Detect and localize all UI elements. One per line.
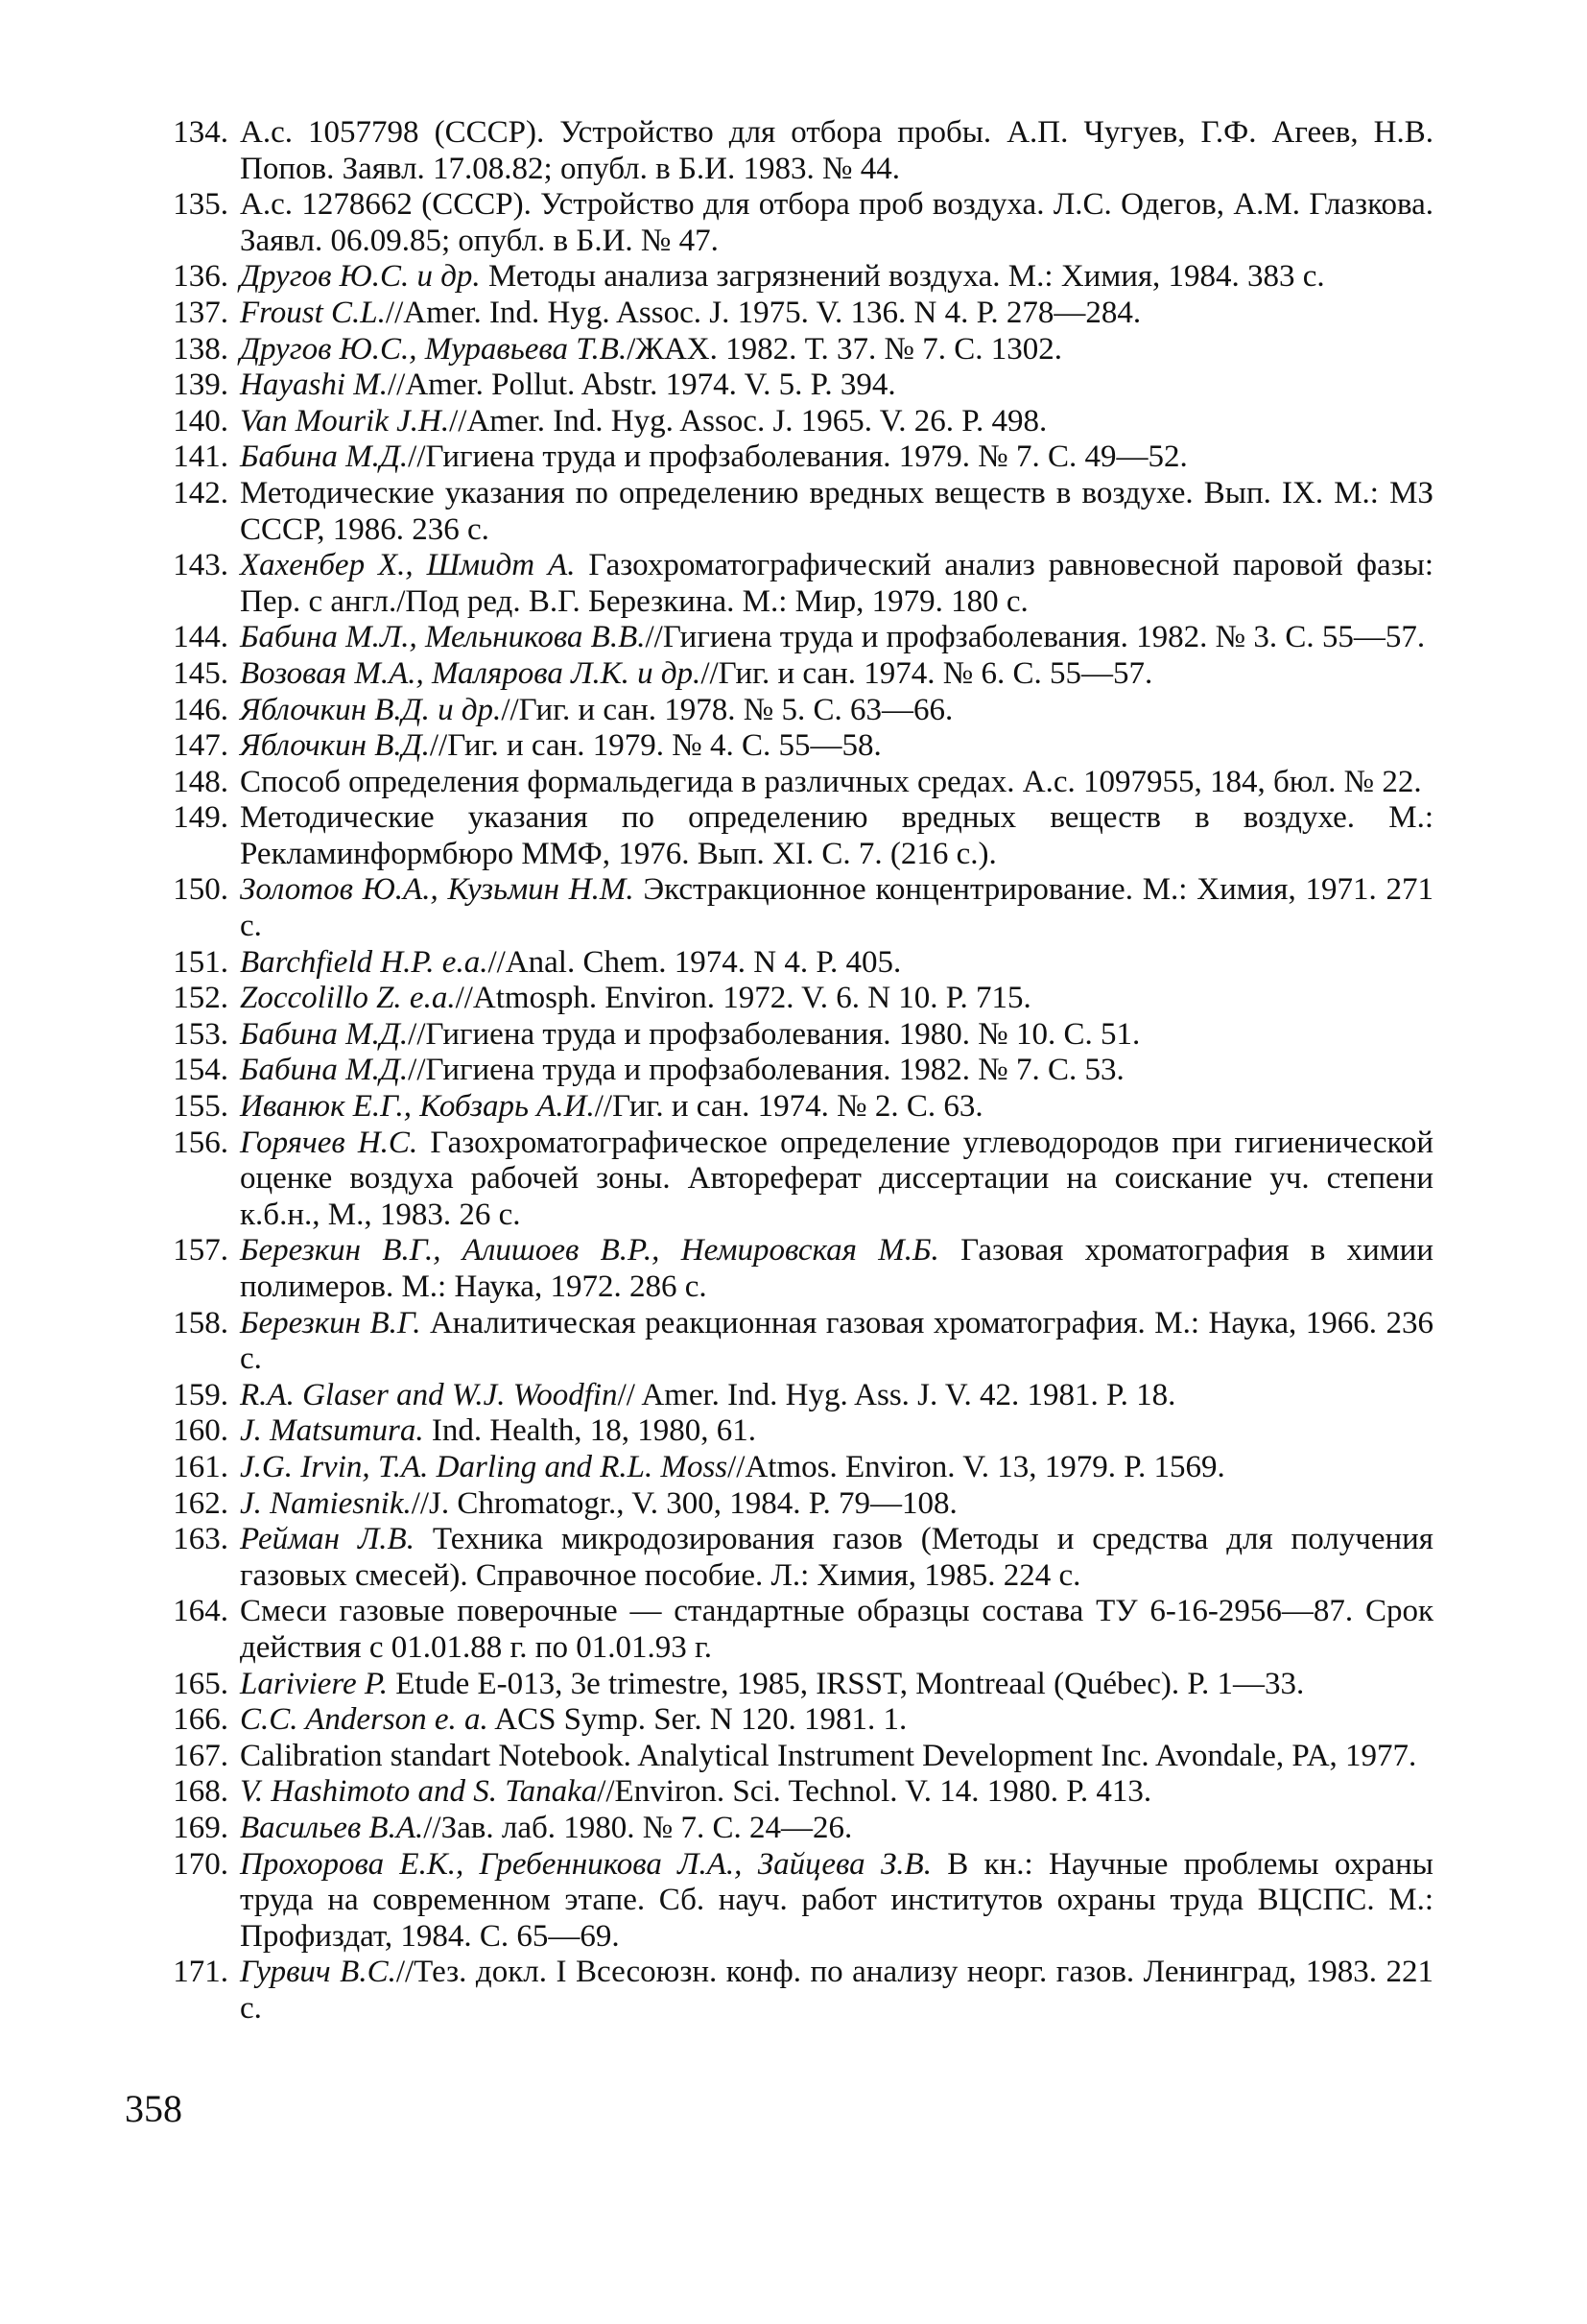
reference-text	[240, 1450, 1433, 1486]
reference-text	[240, 332, 1433, 368]
reference-number: 168.	[173, 1774, 228, 1810]
reference-details: //Гигиена труда и профзаболевания. 1979. № 7. С. 49—52.	[408, 439, 1188, 475]
reference-authors: Яблочкин В.Д.	[240, 728, 430, 764]
reference-text	[240, 1702, 1433, 1739]
reference-item	[173, 1305, 1433, 1378]
reference-number: 153.	[173, 1016, 228, 1052]
reference-authors: Рейман Л.В.	[240, 1522, 415, 1557]
reference-number: 142.	[173, 475, 228, 510]
reference-details: А.с. 1278662 (СССР). Устройство для отбора проб воздуха. Л.С. Одегов, А.М. Глазкова. Заявл. 06.09.85; опубл. в Б.И. № 47.	[240, 187, 1433, 258]
reference-authors: Васильев В.А.	[240, 1810, 424, 1845]
reference-details: Calibration standart Notebook. Analytical Instrument Development Inc. Avondale, PA, 1977.	[240, 1738, 1417, 1773]
reference-authors: Другов Ю.С. и др.	[240, 259, 481, 295]
reference-number: 135.	[173, 187, 228, 223]
reference-details: Смеси газовые поверочные — стандартные образцы состава ТУ 6-16-2956—87. Срок действия с 01.01.88 г. по 01.01.93 г.	[240, 1594, 1433, 1665]
reference-details: //Anal. Chem. 1974. N 4. P. 405.	[487, 944, 902, 980]
reference-authors: Гурвич В.С.	[240, 1955, 396, 1990]
reference-details: // Amer. Ind. Hyg. Ass. J. V. 42. 1981. P. 18.	[617, 1377, 1176, 1412]
reference-number: 170.	[173, 1846, 228, 1882]
reference-text	[240, 1955, 1433, 2027]
reference-item	[173, 1774, 1433, 1811]
reference-number: 166.	[173, 1702, 228, 1738]
reference-number: 143.	[173, 548, 228, 583]
reference-authors: Березкин В.Г., Алишоев В.Р., Немировская М.Б.	[240, 1233, 939, 1269]
reference-number: 163.	[173, 1522, 228, 1557]
reference-authors: Яблочкин В.Д. и др.	[240, 692, 502, 727]
reference-text	[240, 115, 1433, 187]
reference-item	[173, 800, 1433, 872]
reference-number: 151.	[173, 944, 228, 980]
reference-item	[173, 764, 1433, 801]
reference-text	[240, 620, 1433, 656]
reference-list	[173, 115, 1434, 2027]
reference-text	[240, 981, 1433, 1017]
reference-authors: Прохорова Е.К., Гребенникова Л.А., Зайцева З.В.	[240, 1846, 932, 1882]
reference-text	[240, 1378, 1433, 1414]
reference-item	[173, 1377, 1433, 1414]
reference-text	[240, 296, 1433, 332]
reference-text	[240, 728, 1433, 765]
reference-number: 161.	[173, 1449, 228, 1484]
reference-details: //Гиг. и сан. 1979. № 4. С. 55—58.	[429, 728, 882, 764]
reference-item	[173, 1738, 1433, 1775]
reference-number: 141.	[173, 439, 228, 475]
reference-item	[173, 1485, 1433, 1523]
reference-authors: Froust C.L.	[240, 295, 386, 330]
reference-text	[240, 1522, 1433, 1594]
reference-number: 171.	[173, 1955, 228, 1990]
reference-item	[173, 981, 1433, 1017]
reference-number: 152.	[173, 981, 228, 1016]
reference-number: 156.	[173, 1125, 228, 1160]
reference-text	[240, 1486, 1433, 1523]
reference-item	[173, 475, 1433, 548]
reference-details: Методические указания по определению вредных веществ в воздухе. Вып. IX. М.: МЗ СССР, 1986. 236 с.	[240, 475, 1433, 547]
reference-details: Способ определения формальдегида в различных средах. А.с. 1097955, 184, бюл. № 22.	[240, 764, 1422, 799]
reference-item	[173, 620, 1433, 656]
reference-authors: V. Hashimoto and S. Tanaka	[240, 1774, 598, 1810]
reference-item	[173, 403, 1433, 440]
reference-item	[173, 944, 1433, 982]
reference-text	[240, 1017, 1433, 1054]
reference-details: //Гиг. и сан. 1974. № 6. С. 55—57.	[700, 655, 1153, 691]
reference-number: 169.	[173, 1810, 228, 1845]
reference-text	[240, 872, 1433, 944]
reference-details: Газохроматографический анализ равновесной паровой фазы: Пер. с англ./Под ред. В.Г. Березкина. М.: Мир, 1979. 180 с.	[240, 548, 1434, 619]
reference-number: 167.	[173, 1738, 228, 1773]
reference-number: 162.	[173, 1485, 228, 1521]
reference-authors: J.G. Irvin, T.A. Darling and R.L. Moss	[240, 1449, 728, 1484]
reference-details: //Гигиена труда и профзаболевания. 1982. № 7. С. 53.	[408, 1053, 1125, 1088]
reference-number: 145.	[173, 655, 228, 691]
reference-details: //Amer. Ind. Hyg. Assoc. J. 1975. V. 136. N 4. P. 278—284.	[385, 295, 1142, 330]
reference-number: 158.	[173, 1305, 228, 1340]
reference-authors: Возовая М.А., Малярова Л.К. и др.	[240, 655, 701, 691]
reference-number: 154.	[173, 1053, 228, 1088]
reference-details: Etude E-013, 3e trimestre, 1985, IRSST, Montreaal (Québec). P. 1—33.	[388, 1666, 1305, 1701]
reference-item	[173, 439, 1433, 476]
reference-text	[240, 1089, 1433, 1126]
reference-authors: J. Namiesnik.	[240, 1485, 412, 1521]
reference-text	[240, 1667, 1433, 1703]
reference-text	[240, 368, 1433, 404]
reference-authors: Хахенбер Х., Шмидт А.	[240, 548, 576, 583]
reference-text	[240, 187, 1433, 259]
reference-item	[173, 1810, 1433, 1847]
reference-item	[173, 259, 1433, 296]
reference-item	[173, 1413, 1433, 1450]
reference-authors: Другов Ю.С., Муравьева Т.В.	[240, 331, 628, 367]
reference-text	[240, 800, 1433, 872]
reference-details: //Atmos. Environ. V. 13, 1979. P. 1569.	[727, 1449, 1225, 1484]
reference-item	[173, 655, 1433, 693]
reference-details: //Amer. Pollut. Abstr. 1974. V. 5. P. 394.	[387, 368, 896, 403]
reference-details: Методические указания по определению вредных веществ в воздухе. М.: Рекламинформбюро ММФ, 1976. Вып. XI. С. 7. (216 с.).	[240, 800, 1433, 871]
reference-text	[240, 1847, 1433, 1956]
reference-details: Техника микродозирования газов (Методы и средства для получения газовых смесей). Справочное пособие. Л.: Химия, 1985. 224 с.	[240, 1522, 1433, 1593]
reference-details: Газохроматографическое определение углеводородов при гигиенической оценке воздуха рабочей зоны. Автореферат диссертации на соискание уч. степени к.б.н., М., 1983. 26 с.	[240, 1125, 1434, 1232]
reference-number: 157.	[173, 1233, 228, 1269]
reference-number: 136.	[173, 259, 228, 295]
reference-number: 165.	[173, 1666, 228, 1701]
reference-item	[173, 1449, 1433, 1486]
reference-authors: Lariviere P.	[240, 1666, 388, 1701]
reference-item	[173, 1955, 1433, 2027]
reference-number: 138.	[173, 331, 228, 367]
reference-number: 147.	[173, 728, 228, 764]
reference-number: 149.	[173, 800, 228, 836]
reference-text	[240, 1126, 1433, 1234]
reference-text	[240, 656, 1433, 693]
reference-details: //Тез. докл. I Всесоюзн. конф. по анализу неорг. газов. Ленинград, 1983. 221 с.	[240, 1955, 1433, 2026]
reference-authors: Barchfield H.P. e.a.	[240, 944, 488, 980]
reference-item	[173, 1846, 1433, 1956]
reference-item	[173, 1522, 1433, 1594]
reference-text	[240, 945, 1433, 982]
reference-details: /ЖАХ. 1982. Т. 37. № 7. С. 1302.	[627, 331, 1062, 367]
reference-text	[240, 1053, 1433, 1089]
reference-details: //Atmosph. Environ. 1972. V. 6. N 10. P. 715.	[455, 981, 1031, 1016]
reference-details: //Amer. Ind. Hyg. Assoc. J. 1965. V. 26. P. 498.	[449, 403, 1048, 439]
reference-authors: Zoccolillo Z. e.a.	[240, 981, 456, 1016]
reference-text	[240, 1811, 1433, 1847]
reference-number: 139.	[173, 368, 228, 403]
reference-authors: Горячев Н.С.	[240, 1125, 418, 1160]
reference-item	[173, 295, 1433, 332]
reference-details: Ind. Health, 18, 1980, 61.	[423, 1413, 757, 1449]
reference-details: //Environ. Sci. Technol. V. 14. 1980. P. 413.	[597, 1774, 1152, 1810]
reference-item	[173, 728, 1433, 765]
reference-number: 134.	[173, 115, 228, 150]
reference-details: Газовая хроматография в химии полимеров. М.: Наука, 1972. 286 с.	[240, 1233, 1434, 1304]
reference-text	[240, 1413, 1433, 1450]
reference-text	[240, 1306, 1433, 1378]
reference-text	[240, 693, 1433, 729]
reference-details: //Гиг. и сан. 1974. № 2. С. 63.	[594, 1089, 983, 1125]
reference-item	[173, 1016, 1433, 1054]
reference-details: //Гигиена труда и профзаболевания. 1982. № 3. С. 55—57.	[645, 620, 1426, 655]
reference-number: 164.	[173, 1594, 228, 1629]
reference-authors: Бабина М.Д.	[240, 1016, 409, 1052]
reference-number: 140.	[173, 403, 228, 439]
reference-item	[173, 115, 1433, 187]
reference-text	[240, 476, 1433, 548]
reference-authors: Бабина М.Л., Мельникова В.В.	[240, 620, 646, 655]
reference-authors: Бабина М.Д.	[240, 439, 409, 475]
reference-text	[240, 259, 1433, 296]
reference-details: //Зав. лаб. 1980. № 7. С. 24—26.	[423, 1810, 853, 1845]
reference-details: Аналитическая реакционная газовая хроматография. М.: Наука, 1966. 236 с.	[240, 1305, 1433, 1377]
reference-number: 146.	[173, 692, 228, 727]
reference-item	[173, 1089, 1433, 1126]
reference-authors: Бабина М.Д.	[240, 1053, 409, 1088]
reference-authors: Иванюк Е.Г., Кобзарь А.И.	[240, 1089, 595, 1125]
reference-number: 150.	[173, 872, 228, 908]
reference-number: 160.	[173, 1413, 228, 1449]
reference-details: //Гиг. и сан. 1978. № 5. С. 63—66.	[501, 692, 954, 727]
reference-text	[240, 439, 1433, 476]
reference-text	[240, 1774, 1433, 1811]
reference-item	[173, 368, 1433, 404]
reference-number: 148.	[173, 764, 228, 799]
reference-item	[173, 872, 1433, 944]
reference-authors: J. Matsumura.	[240, 1413, 424, 1449]
reference-item	[173, 1053, 1433, 1089]
reference-item	[173, 1666, 1433, 1703]
reference-number: 137.	[173, 295, 228, 330]
reference-authors: Золотов Ю.А., Кузьмин Н.М.	[240, 872, 634, 908]
reference-item	[173, 548, 1434, 620]
reference-text	[240, 1594, 1433, 1666]
reference-number: 144.	[173, 620, 228, 655]
page-number: 358	[125, 2087, 182, 2130]
reference-item	[173, 692, 1433, 729]
reference-details: //Гигиена труда и профзаболевания. 1980. № 10. С. 51.	[408, 1016, 1141, 1052]
reference-item	[173, 1702, 1433, 1739]
reference-authors: Березкин В.Г.	[240, 1305, 421, 1340]
reference-text	[240, 765, 1433, 801]
reference-text	[240, 1233, 1433, 1305]
reference-details: А.с. 1057798 (СССР). Устройство для отбора пробы. А.П. Чугуев, Г.Ф. Агеев, Н.В. Попов. Заявл. 17.08.82; опубл. в Б.И. 1983. № 44.	[240, 115, 1433, 186]
reference-text	[240, 1739, 1433, 1775]
reference-text	[240, 404, 1433, 440]
reference-item	[173, 331, 1433, 368]
reference-item	[173, 1125, 1434, 1234]
reference-details: //J. Chromatogr., V. 300, 1984. P. 79—108.	[411, 1485, 958, 1521]
reference-item	[173, 1594, 1433, 1666]
reference-text	[240, 548, 1433, 620]
reference-authors: R.A. Glaser and W.J. Woodfin	[240, 1377, 618, 1412]
reference-details: Экстракционное концентрирование. М.: Химия, 1971. 271 с.	[240, 872, 1433, 944]
reference-number: 155.	[173, 1089, 228, 1125]
reference-details: ACS Symp. Ser. N 120. 1981. 1.	[487, 1702, 908, 1738]
reference-authors: Hayashi M.	[240, 368, 388, 403]
reference-authors: Van Mourik J.H.	[240, 403, 450, 439]
reference-item	[173, 187, 1433, 259]
reference-number: 159.	[173, 1377, 228, 1412]
reference-authors: C.C. Anderson e. a.	[240, 1702, 488, 1738]
reference-details: В кн.: Научные проблемы охраны труда на современном этапе. Сб. науч. работ институтов охраны труда ВЦСПС. М.: Профиздат, 1984. С. 65—69.	[240, 1846, 1433, 1954]
reference-item	[173, 1233, 1434, 1305]
reference-details: Методы анализа загрязнений воздуха. М.: Химия, 1984. 383 с.	[480, 259, 1325, 295]
